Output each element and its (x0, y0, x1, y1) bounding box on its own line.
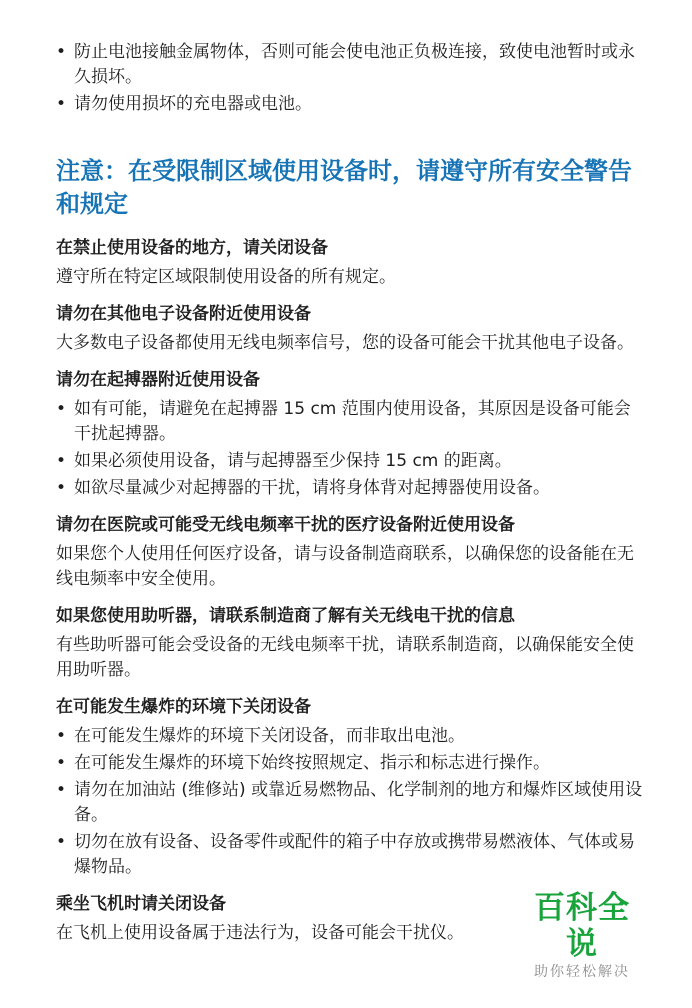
section-restricted-areas (56, 236, 646, 290)
section-hearing-aids (56, 604, 646, 683)
section-body: 有些助听器可能会受设备的无线电频率干扰，请联系制造商，以确保能安全使用助听器。 (56, 635, 634, 680)
bullet-glyph: • (56, 832, 67, 852)
list-item (56, 92, 646, 117)
section-title: 请勿在医院或可能受无线电频率干扰的医疗设备附近使用设备 (56, 515, 515, 535)
section-electronic-devices (56, 302, 646, 356)
pacemaker-bullet-list (56, 397, 646, 501)
section-body: 如果您个人使用任何医疗设备，请与设备制造商联系，以确保您的设备能在无线电频率中安全使用。 (56, 544, 634, 589)
bullet-glyph: • (56, 780, 67, 800)
list-item-text: 请勿使用损坏的充电器或电池。 (74, 94, 312, 114)
list-item (56, 830, 646, 880)
list-item-text: 切勿在放有设备、设备零件或配件的箱子中存放或携带易燃液体、气体或易爆物品。 (74, 832, 635, 877)
list-item-text: 如有可能，请避免在起搏器 15 cm 范围内使用设备，其原因是设备可能会干扰起搏器。 (74, 399, 631, 444)
bullet-glyph: • (56, 451, 67, 471)
watermark-title: 百科全说 (534, 890, 630, 962)
list-item-text: 在可能发生爆炸的环境下始终按照规定、指示和标志进行操作。 (74, 753, 550, 773)
section-title: 在可能发生爆炸的环境下关闭设备 (56, 697, 311, 717)
bullet-glyph: • (56, 42, 67, 62)
section-body: 在飞机上使用设备属于违法行为，设备可能会干扰仪。 (56, 923, 464, 943)
bullet-glyph: • (56, 478, 67, 498)
section-pacemaker (56, 368, 646, 501)
intro-bullet-list (56, 40, 646, 117)
watermark-logo (522, 890, 642, 982)
list-item (56, 476, 646, 501)
bullet-glyph: • (56, 94, 67, 114)
list-item-text: 请勿在加油站 (维修站) 或靠近易燃物品、化学制剂的地方和爆炸区域使用设备。 (74, 780, 643, 825)
watermark-subtitle: 助你轻松解决 (534, 964, 630, 980)
notice-heading: 注意：在受限制区域使用设备时，请遵守所有安全警告和规定 (56, 157, 632, 218)
section-explosive-environments (56, 695, 646, 880)
list-item-text: 如果必须使用设备，请与起搏器至少保持 15 cm 的距离。 (74, 451, 512, 471)
section-medical-devices (56, 513, 646, 592)
bullet-glyph: • (56, 399, 67, 419)
list-item (56, 449, 646, 474)
section-title: 请勿在其他电子设备附近使用设备 (56, 304, 311, 324)
section-title: 乘坐飞机时请关闭设备 (56, 894, 226, 914)
explosive-bullet-list (56, 724, 646, 880)
list-item-text: 如欲尽量减少对起搏器的干扰，请将身体背对起搏器使用设备。 (74, 478, 550, 498)
section-body: 大多数电子设备都使用无线电频率信号，您的设备可能会干扰其他电子设备。 (56, 333, 634, 353)
manual-page (56, 40, 646, 958)
section-body: 遵守所在特定区域限制使用设备的所有规定。 (56, 267, 396, 287)
bullet-glyph: • (56, 753, 67, 773)
list-item (56, 397, 646, 447)
list-item (56, 724, 646, 749)
list-item (56, 751, 646, 776)
list-item-text: 在可能发生爆炸的环境下关闭设备，而非取出电池。 (74, 726, 465, 746)
section-title: 如果您使用助听器，请联系制造商了解有关无线电干扰的信息 (56, 606, 515, 626)
section-title: 请勿在起搏器附近使用设备 (56, 370, 260, 390)
list-item (56, 778, 646, 828)
bullet-glyph: • (56, 726, 67, 746)
list-item (56, 40, 646, 90)
section-title: 在禁止使用设备的地方，请关闭设备 (56, 238, 328, 258)
list-item-text: 防止电池接触金属物体，否则可能会使电池正负极连接，致使电池暂时或永久损坏。 (74, 42, 635, 87)
